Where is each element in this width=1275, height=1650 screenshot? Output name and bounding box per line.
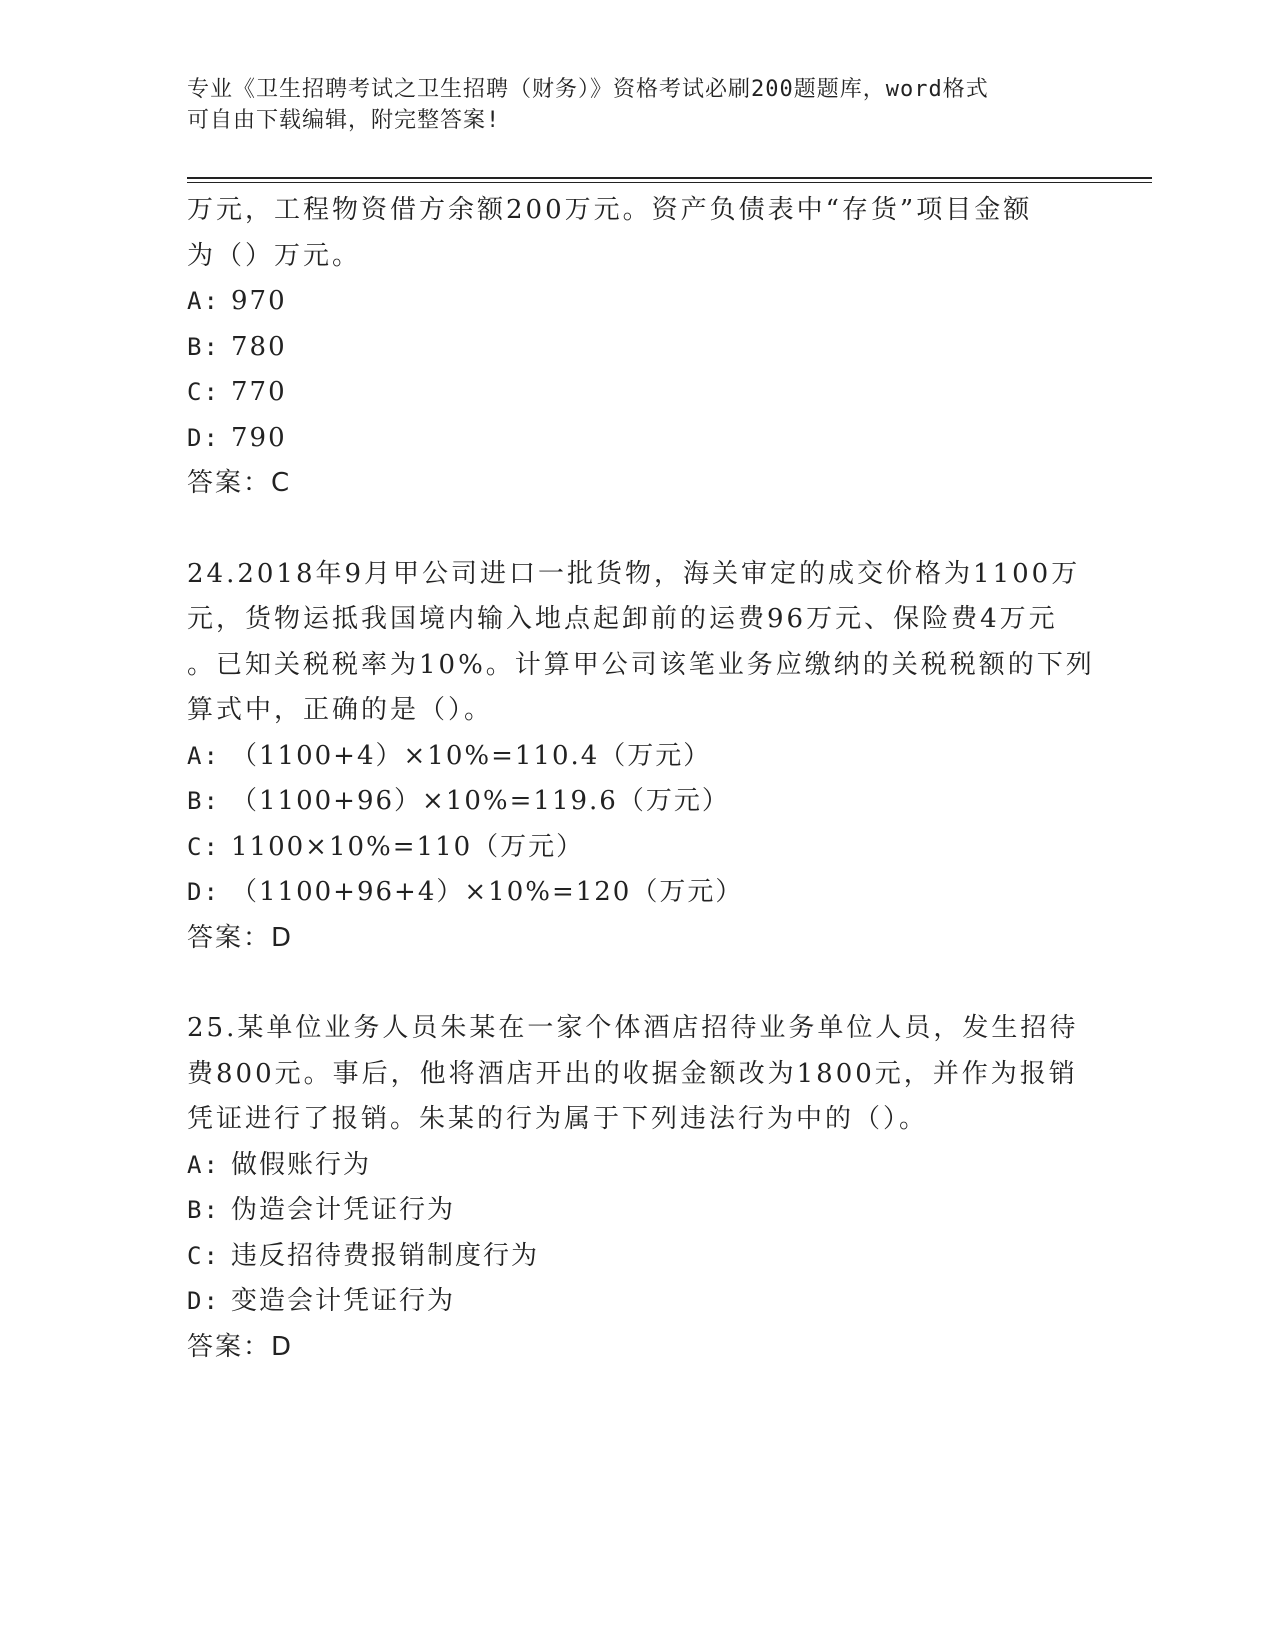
option-key: D: — [187, 423, 220, 452]
spacer — [187, 507, 1107, 552]
option-key: C: — [187, 832, 220, 861]
option-d — [187, 416, 1107, 462]
option-text: （1100+96+4）×10%=120（万元） — [231, 877, 744, 907]
option-text: 780 — [231, 331, 287, 362]
option-key: D: — [187, 878, 220, 906]
header-rule-thick — [187, 177, 1152, 179]
option-b — [187, 1188, 1107, 1234]
question-text-line: 24.2018年9月甲公司进口一批货物，海关审定的成交价格为1100万 — [187, 558, 1081, 589]
question-text-line: 万元，工程物资借方余额200万元。资产负债表中“存货”项目金额 — [187, 195, 1033, 225]
option-key: C: — [187, 1241, 220, 1270]
option-text: （1100+4）×10%=110.4（万元） — [231, 740, 712, 771]
option-key: D: — [187, 1287, 220, 1315]
question-text-line: 算式中，正确的是（）。 — [187, 695, 494, 725]
questions-body — [187, 188, 1107, 1370]
header-line-1: 专业《卫生招聘考试之卫生招聘（财务）》资格考试必刷200题题库，word格式 — [187, 77, 989, 102]
option-text: 做假账行为 — [231, 1149, 372, 1180]
option-text: （1100+96）×10%=119.6（万元） — [231, 786, 730, 816]
option-text: 伪造会计凭证行为 — [231, 1195, 456, 1225]
header-rule-thin — [187, 182, 1152, 183]
option-b — [187, 325, 1107, 371]
option-key: B: — [187, 1196, 220, 1224]
question-25 — [187, 1006, 1107, 1370]
option-key: A: — [187, 287, 220, 315]
header-line-2: 可自由下载编辑，附完整答案! — [187, 108, 501, 133]
option-text: 770 — [231, 377, 287, 407]
answer-line: 答案：D — [187, 1331, 294, 1362]
option-a — [187, 279, 1107, 325]
option-key: B: — [187, 332, 220, 361]
question-23 — [187, 188, 1107, 507]
option-b — [187, 779, 1107, 825]
option-key: C: — [187, 378, 220, 406]
option-text: 970 — [231, 286, 287, 316]
option-c — [187, 825, 1107, 871]
option-text: 变造会计凭证行为 — [231, 1286, 456, 1316]
question-text-line: 为（）万元。 — [187, 240, 362, 271]
option-key: B: — [187, 787, 220, 815]
option-c — [187, 1234, 1107, 1280]
option-text: 790 — [231, 422, 287, 453]
document-header — [187, 74, 1087, 136]
question-text-line: 凭证进行了报销。朱某的行为属于下列违法行为中的（）。 — [187, 1104, 929, 1134]
question-text-line: 25.某单位业务人员朱某在一家个体酒店招待业务单位人员，发生招待 — [187, 1013, 1079, 1043]
option-d — [187, 1279, 1107, 1325]
question-text-line: 元，货物运抵我国境内输入地点起卸前的运费96万元、保险费4万元 — [187, 604, 1058, 634]
answer-line: 答案：C — [187, 468, 292, 498]
spacer — [187, 961, 1107, 1006]
option-d — [187, 870, 1107, 916]
option-a — [187, 734, 1107, 780]
option-c — [187, 370, 1107, 416]
question-text-line: 。已知关税税率为10%。计算甲公司该笔业务应缴纳的关税税额的下列 — [187, 649, 1095, 680]
question-24 — [187, 552, 1107, 962]
option-text: 1100×10%=110（万元） — [231, 831, 585, 862]
option-a — [187, 1143, 1107, 1189]
option-key: A: — [187, 741, 220, 770]
question-text-line: 费800元。事后，他将酒店开出的收据金额改为1800元，并作为报销 — [187, 1058, 1078, 1089]
option-text: 违反招待费报销制度行为 — [231, 1240, 540, 1271]
answer-line: 答案：D — [187, 922, 294, 953]
option-key: A: — [187, 1150, 220, 1179]
